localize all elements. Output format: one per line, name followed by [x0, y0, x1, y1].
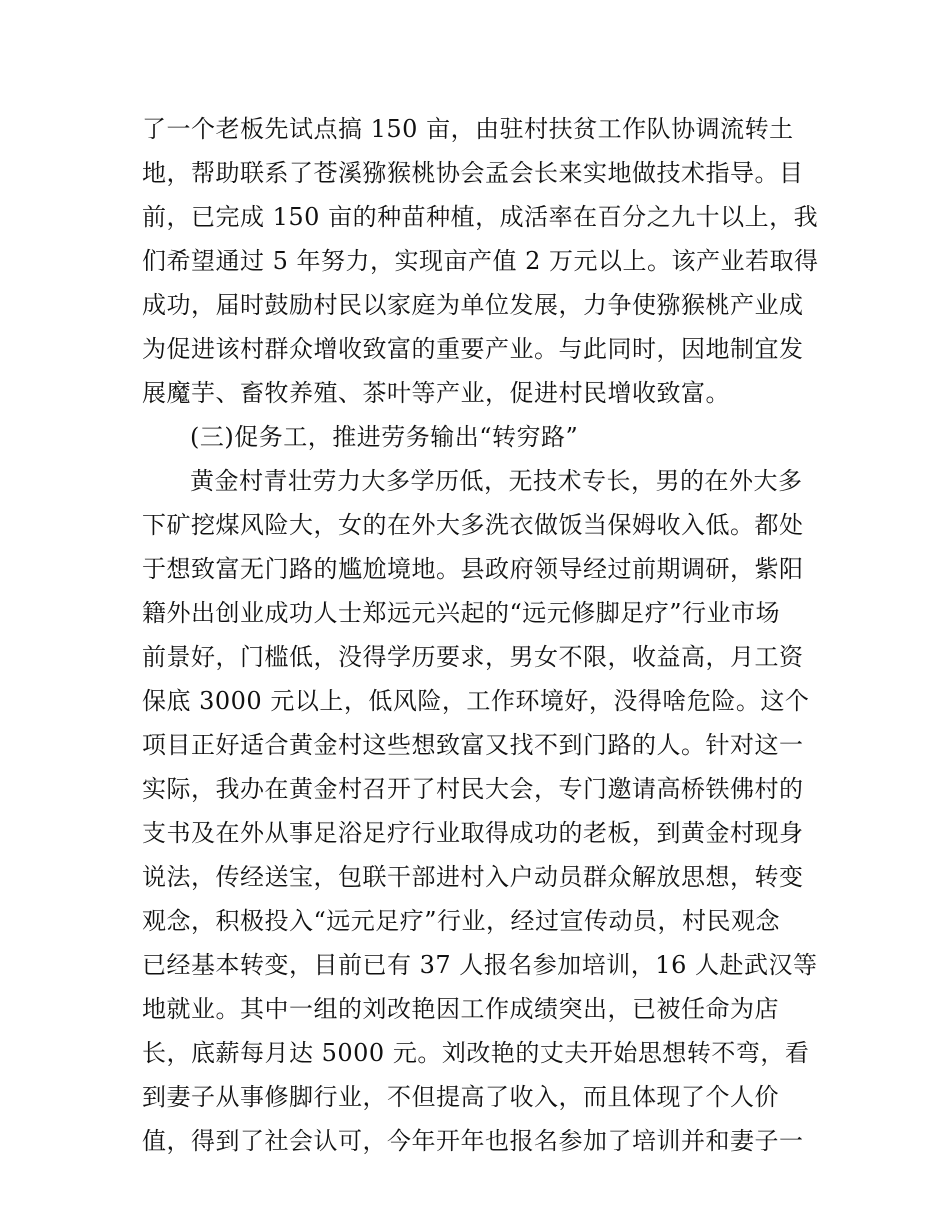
text-line: 下矿挖煤风险大，女的在外大多洗衣做饭当保姆收入低。都处	[142, 511, 804, 539]
text-line: 实际，我办在黄金村召开了村民大会，专门邀请高桥铁佛村的	[142, 775, 804, 803]
text-line: 籍外出创业成功人士郑远元兴起的“远元修脚足疗”行业市场	[142, 599, 781, 627]
text-line: 前景好，门槛低，没得学历要求，男女不限，收益高，月工资	[142, 643, 804, 671]
text-line: 地，帮助联系了苍溪猕猴桃协会孟会长来实地做技术指导。目	[142, 159, 804, 187]
text-line: 为促进该村群众增收致富的重要产业。与此同时，因地制宜发	[142, 335, 804, 363]
text-line: 黄金村青壮劳力大多学历低，无技术专长，男的在外大多	[190, 467, 803, 495]
text-line: 到妻子从事修脚行业，不但提高了收入，而且体现了个人价	[142, 1083, 779, 1111]
text-line: 已经基本转变，目前已有 37 人报名参加培训，16 人赴武汉等	[142, 951, 818, 979]
text-line: 成功，届时鼓励村民以家庭为单位发展，力争使猕猴桃产业成	[142, 291, 804, 319]
text-line: 值，得到了社会认可，今年开年也报名参加了培训并和妻子一	[142, 1127, 804, 1155]
text-line: 了一个老板先试点搞 150 亩，由驻村扶贫工作队协调流转土	[142, 115, 794, 143]
text-line: 保底 3000 元以上，低风险，工作环境好，没得啥危险。这个	[142, 687, 810, 715]
text-line: 支书及在外从事足浴足疗行业取得成功的老板，到黄金村现身	[142, 819, 804, 847]
text-line: 观念，积极投入“远元足疗”行业，经过宣传动员，村民观念	[142, 907, 781, 935]
text-line: 长，底薪每月达 5000 元。刘改艳的丈夫开始思想转不弯，看	[142, 1039, 810, 1067]
section-heading: (三)促务工，推进劳务输出“转穷路”	[190, 423, 579, 451]
text-line: 们希望通过 5 年努力，实现亩产值 2 万元以上。该产业若取得	[142, 247, 819, 275]
text-line: 说法，传经送宝，包联干部进村入户动员群众解放思想，转变	[142, 863, 804, 891]
text-line: 于想致富无门路的尴尬境地。县政府领导经过前期调研，紫阳	[142, 555, 804, 583]
text-line: 项目正好适合黄金村这些想致富又找不到门路的人。针对这一	[142, 731, 804, 759]
text-line: 展魔芋、畜牧养殖、茶叶等产业，促进村民增收致富。	[142, 379, 730, 407]
text-line: 地就业。其中一组的刘改艳因工作成绩突出，已被任命为店	[142, 995, 779, 1023]
text-line: 前，已完成 150 亩的种苗种植，成活率在百分之九十以上，我	[142, 203, 819, 231]
